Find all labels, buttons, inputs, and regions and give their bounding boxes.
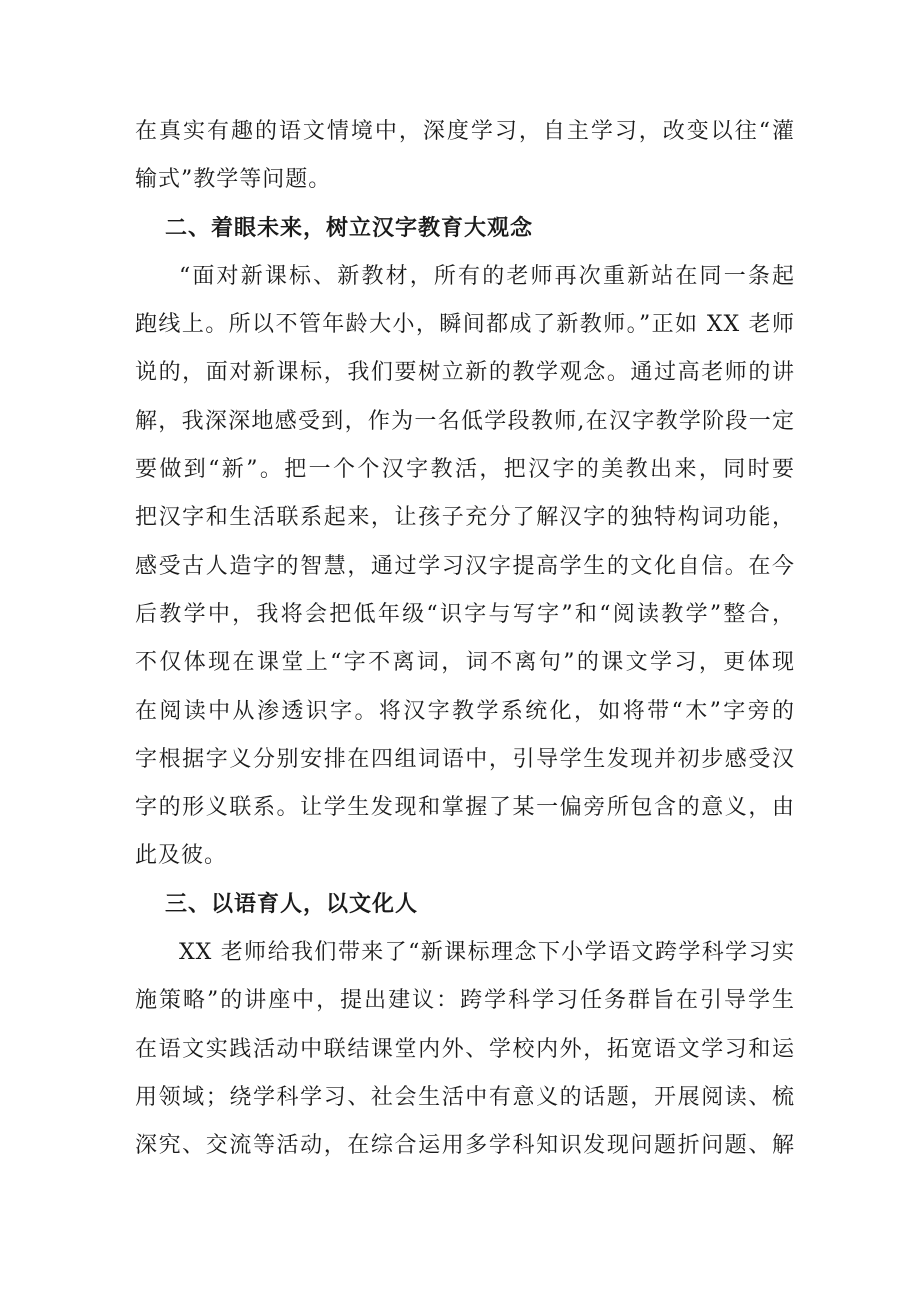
text-line: 输式”教学等问题。 [135,167,332,193]
section-heading-three: 三、以语育人，以文化人 [165,891,419,917]
text-line: 要做到“新”。把一个个汉字教活，把汉字的美教出来，同时要 [135,457,795,483]
text-line: 在真实有趣的语文情境中，深度学习，自主学习，改变以往“灌 [135,119,795,144]
paragraph-section-two [135,253,795,881]
text-line: 跑线上。所以不管年龄大小，瞬间都成了新教师。”正如 XX 老师 [135,312,795,338]
text-line: 不仅体现在课堂上“字不离词，词不离句”的课文学习，更体现 [135,650,795,676]
text-line: XX 老师给我们带来了“新课标理念下小学语文跨学科学习实 [179,940,795,966]
paragraph-continued [135,108,795,205]
paragraph-section-three [135,929,795,1170]
text-line: 后教学中，我将会把低年级“识字与写字”和“阅读教学”整合， [135,601,795,627]
section-heading-two: 二、着眼未来，树立汉字教育大观念 [165,215,534,241]
text-line: 施策略”的讲座中，提出建议：跨学科学习任务群旨在引导学生 [135,988,795,1014]
text-line: 此及彼。 [135,843,228,869]
text-line: 在阅读中从渗透识字。将汉字教学系统化，如将带“木”字旁的 [135,698,795,724]
text-line: 把汉字和生活联系起来，让孩子充分了解汉字的独特构词功能， [135,505,795,531]
text-line: 深究、交流等活动，在综合运用多学科知识发现问题折问题、解 [135,1133,795,1159]
text-line: 解，我深深地感受到，作为一名低学段教师,在汉字教学阶段一定 [135,408,795,434]
document-page [135,108,795,1171]
text-line: “面对新课标、新教材，所有的老师再次重新站在同一条起 [179,263,795,289]
text-line: 说的，面对新课标，我们要树立新的教学观念。通过高老师的讲 [135,360,795,386]
text-line: 字根据字义分别安排在四组词语中，引导学生发现并初步感受汉 [135,746,795,772]
text-line: 用领域；绕学科学习、社会生活中有意义的话题，开展阅读、梳 [135,1084,795,1110]
text-line: 字的形义联系。让学生发现和掌握了某一偏旁所包含的意义，由 [135,795,795,821]
text-line: 感受古人造字的智慧，通过学习汉字提高学生的文化自信。在今 [135,553,795,579]
text-line: 在语文实践活动中联结课堂内外、学校内外，拓宽语文学习和运 [135,1036,795,1062]
